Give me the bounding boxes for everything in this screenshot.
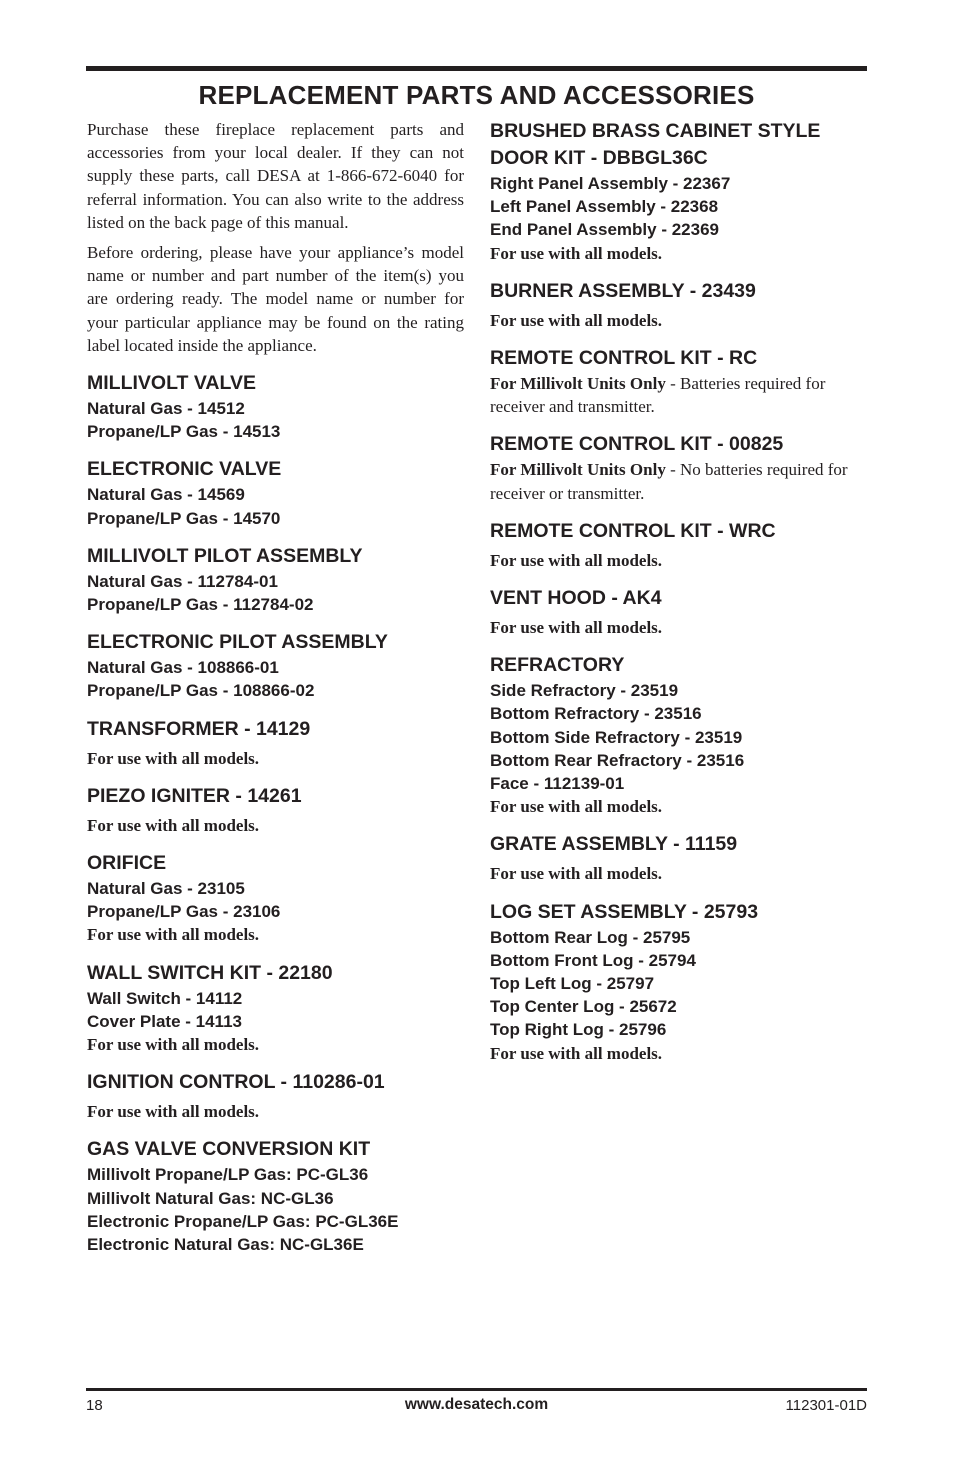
part-item: Top Center Log - 25672 [490, 997, 677, 1017]
part-section [87, 456, 464, 529]
section-title: MILLIVOLT PILOT ASSEMBLY [87, 544, 363, 567]
section-title: REMOTE CONTROL KIT - 00825 [490, 433, 784, 456]
section-title: TRANSFORMER - 14129 [87, 717, 311, 740]
usage-note: For use with all models. [87, 1102, 260, 1122]
section-title: GRATE ASSEMBLY - 11159 [490, 833, 738, 856]
intro-paragraph: Purchase these fireplace replacement parts and accessories from your local dealer. If they can not supply these parts, call DESA at 1-866-672-6040 for referral information. You can also write to the address listed on the back page of this manual. [87, 120, 464, 232]
right-parts-list [490, 118, 868, 1065]
usage-note: For use with all models. [490, 1043, 663, 1063]
part-section [87, 543, 464, 616]
usage-note: For use with all models. [490, 243, 663, 263]
part-section [87, 629, 464, 702]
part-item: Propane/LP Gas - 23106 [87, 902, 281, 922]
part-item: Right Panel Assembly - 22367 [490, 174, 731, 193]
usage-note: For use with all models. [490, 618, 663, 638]
part-item: Propane/LP Gas - 14513 [87, 422, 281, 442]
part-section [490, 585, 868, 639]
section-title: BRUSHED BRASS CABINET STYLE DOOR KIT - DBBGL36C [490, 120, 821, 169]
part-section [87, 850, 464, 947]
part-item: Wall Switch - 14112 [87, 988, 243, 1008]
part-item: Cover Plate - 14113 [87, 1011, 242, 1031]
usage-note: For use with all models. [87, 925, 260, 945]
part-item: Top Left Log - 25797 [490, 974, 655, 994]
section-title: VENT HOOD - AK4 [490, 587, 662, 610]
section-title: GAS VALVE CONVERSION KIT [87, 1138, 371, 1161]
page-title: REPLACEMENT PARTS AND ACCESSORIES [198, 80, 755, 110]
part-section [490, 118, 868, 265]
bottom-rule [86, 1388, 867, 1391]
part-item: Electronic Natural Gas: NC-GL36E [87, 1235, 364, 1255]
part-item: Face - 112139-01 [490, 774, 625, 794]
section-title: ELECTRONIC PILOT ASSEMBLY [87, 631, 388, 654]
usage-note: For use with all models. [490, 310, 663, 330]
part-item: Natural Gas - 108866-01 [87, 658, 279, 678]
part-item: Propane/LP Gas - 112784-02 [87, 595, 314, 615]
part-item: Natural Gas - 112784-01 [87, 571, 278, 591]
section-title: LOG SET ASSEMBLY - 25793 [490, 900, 759, 923]
part-item: Natural Gas - 14512 [87, 399, 245, 419]
section-title: BURNER ASSEMBLY - 23439 [490, 279, 756, 302]
section-title: PIEZO IGNITER - 14261 [87, 784, 302, 807]
part-section [87, 1136, 464, 1256]
section-title: WALL SWITCH KIT - 22180 [87, 961, 333, 984]
part-item: Left Panel Assembly - 22368 [490, 197, 719, 217]
usage-note: For use with all models. [490, 864, 663, 884]
section-title: ORIFICE [87, 852, 167, 875]
part-section [490, 899, 868, 1065]
page-number: 18 [86, 1397, 103, 1414]
part-item: Side Refractory - 23519 [490, 681, 679, 701]
part-section [87, 1069, 464, 1123]
part-section [87, 370, 464, 443]
part-item: Propane/LP Gas - 14570 [87, 508, 281, 528]
description-text: - No batteries required for receiver or transmitter. [490, 460, 848, 503]
left-column [87, 118, 464, 1256]
section-title: REFRACTORY [490, 654, 625, 677]
description-emphasis: For Millivolt Units Only [490, 374, 666, 394]
part-item: Electronic Propane/LP Gas: PC-GL36E [87, 1211, 399, 1231]
part-section [87, 716, 464, 770]
top-rule [86, 66, 867, 71]
section-description [490, 372, 868, 418]
usage-note: For use with all models. [490, 550, 663, 570]
part-item: Bottom Rear Log - 25795 [490, 927, 691, 947]
left-parts-list [87, 370, 464, 1256]
description-emphasis: For Millivolt Units Only [490, 460, 666, 480]
intro-paragraph: Before ordering, please have your appliance’s model name or number and part number of the item(s) you are ordering ready. The model name or number for your particular appliance may be found on the rating label located inside the appliance. [87, 243, 464, 355]
section-title: MILLIVOLT VALVE [87, 372, 256, 395]
part-item: Bottom Rear Refractory - 23516 [490, 750, 745, 770]
usage-note: For use with all models. [87, 748, 260, 768]
part-section [490, 345, 868, 418]
section-title: REMOTE CONTROL KIT - WRC [490, 519, 776, 542]
usage-note: For use with all models. [490, 797, 663, 817]
document-number: 112301-01D [785, 1397, 867, 1414]
part-item: End Panel Assembly - 22369 [490, 220, 719, 240]
part-section [490, 518, 868, 572]
part-section [490, 431, 868, 504]
part-item: Top Right Log - 25796 [490, 1020, 667, 1040]
part-section [87, 783, 464, 837]
section-description [490, 458, 868, 504]
part-item: Propane/LP Gas - 108866-02 [87, 681, 315, 701]
section-title: ELECTRONIC VALVE [87, 458, 282, 481]
part-item: Millivolt Natural Gas: NC-GL36 [87, 1188, 334, 1208]
section-title: IGNITION CONTROL - 110286-01 [87, 1071, 385, 1094]
part-item: Natural Gas - 14569 [87, 485, 245, 505]
usage-note: For use with all models. [87, 815, 260, 835]
part-item: Bottom Front Log - 25794 [490, 950, 696, 970]
website-link[interactable]: www.desatech.com [404, 1396, 549, 1413]
part-section [87, 960, 464, 1057]
usage-note: For use with all models. [87, 1035, 260, 1055]
part-item: Bottom Side Refractory - 23519 [490, 727, 743, 747]
section-title: REMOTE CONTROL KIT - RC [490, 347, 758, 370]
part-item: Millivolt Propane/LP Gas: PC-GL36 [87, 1165, 369, 1185]
right-column [490, 118, 868, 1065]
description-text: - Batteries required for receiver and transmitter. [490, 374, 826, 417]
part-section [490, 278, 868, 332]
part-item: Natural Gas - 23105 [87, 879, 245, 899]
part-item: Bottom Refractory - 23516 [490, 704, 702, 724]
part-section [490, 831, 868, 885]
part-section [490, 652, 868, 818]
